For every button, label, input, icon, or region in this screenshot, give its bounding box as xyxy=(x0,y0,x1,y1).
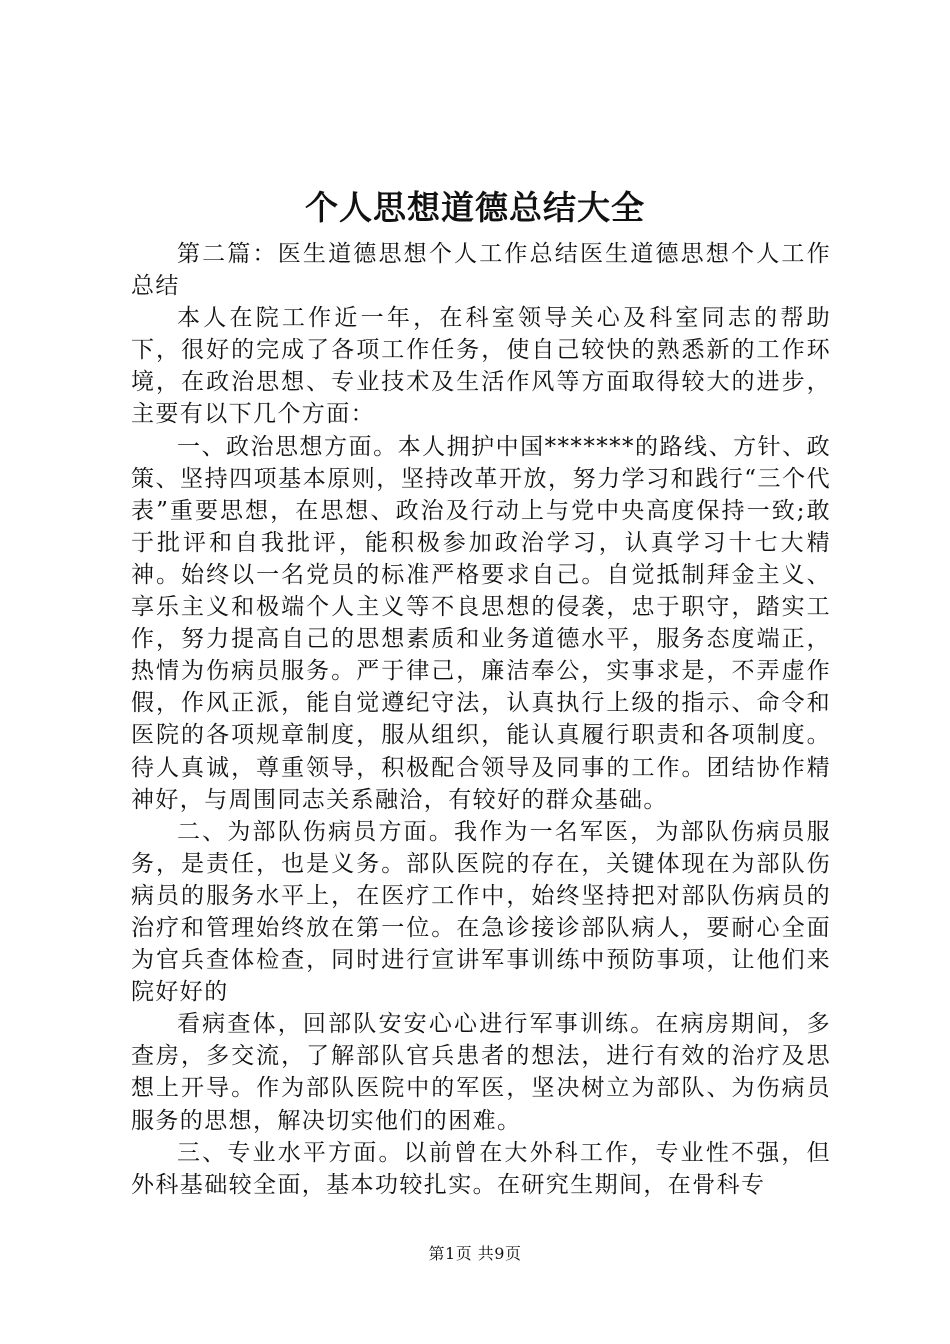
page-number-footer: 第1页 共9页 xyxy=(428,1244,522,1263)
document-body xyxy=(131,238,831,1201)
paragraph-intro: 本人在院工作近一年，在科室领导关心及科室同志的帮助下，很好的完成了各项工作任务，使自己较快的熟悉新的工作环境，在政治思想、专业技术及生活作风等方面取得较大的进步，主要有以下几个方面： xyxy=(131,305,831,428)
paragraph-political-thought: 一、政治思想方面。本人拥护中国*******的路线、方针、政策、坚持四项基本原则，坚持改革开放，努力学习和践行“三个代表”重要思想，在思想、政治及行动上与党中央高度保持一致;敢于批评和自我批评，能积极参加政治学习，认真学习十七大精神。始终以一名党员的标准严格要求自己。自觉抵制拜金主义、享乐主义和极端个人主义等不良思想的侵袭，忠于职守，踏实工作，努力提高自己的思想素质和业务道德水平，服务态度端正，热情为伤病员服务。严于律己，廉洁奉公，实事求是，不弄虚作假，作风正派，能自觉遵纪守法，认真执行上级的指示、命令和医院的各项规章制度，服从组织，能认真履行职责和各项制度。待人真诚，尊重领导，积极配合领导及同事的工作。团结协作精神好，与周围同志关系融洽，有较好的群众基础。 xyxy=(131,433,831,813)
paragraph-serving-troops-continued: 看病查体，回部队安安心心进行军事训练。在病房期间，多查房，多交流，了解部队官兵患者的想法，进行有效的治疗及思想上开导。作为部队医院中的军医，坚决树立为部队、为伤病员服务的思想，解决切实他们的困难。 xyxy=(131,1011,831,1134)
paragraph-chapter-heading: 第二篇：医生道德思想个人工作总结医生道德思想个人工作总结 xyxy=(131,241,831,300)
document-title: 个人思想道德总结大全 xyxy=(305,188,645,227)
paragraph-professional-level: 三、专业水平方面。以前曾在大外科工作，专业性不强，但外科基础较全面，基本功较扎实。在研究生期间，在骨科专 xyxy=(131,1139,831,1198)
paragraph-serving-troops: 二、为部队伤病员方面。我作为一名军医，为部队伤病员服务，是责任，也是义务。部队医院的存在，关键体现在为部队伤病员的服务水平上，在医疗工作中，始终坚持把对部队伤病员的治疗和管理始终放在第一位。在急诊接诊部队病人，要耐心全面为官兵查体检查，同时进行宣讲军事训练中预防事项，让他们来院好好的 xyxy=(131,818,831,1006)
